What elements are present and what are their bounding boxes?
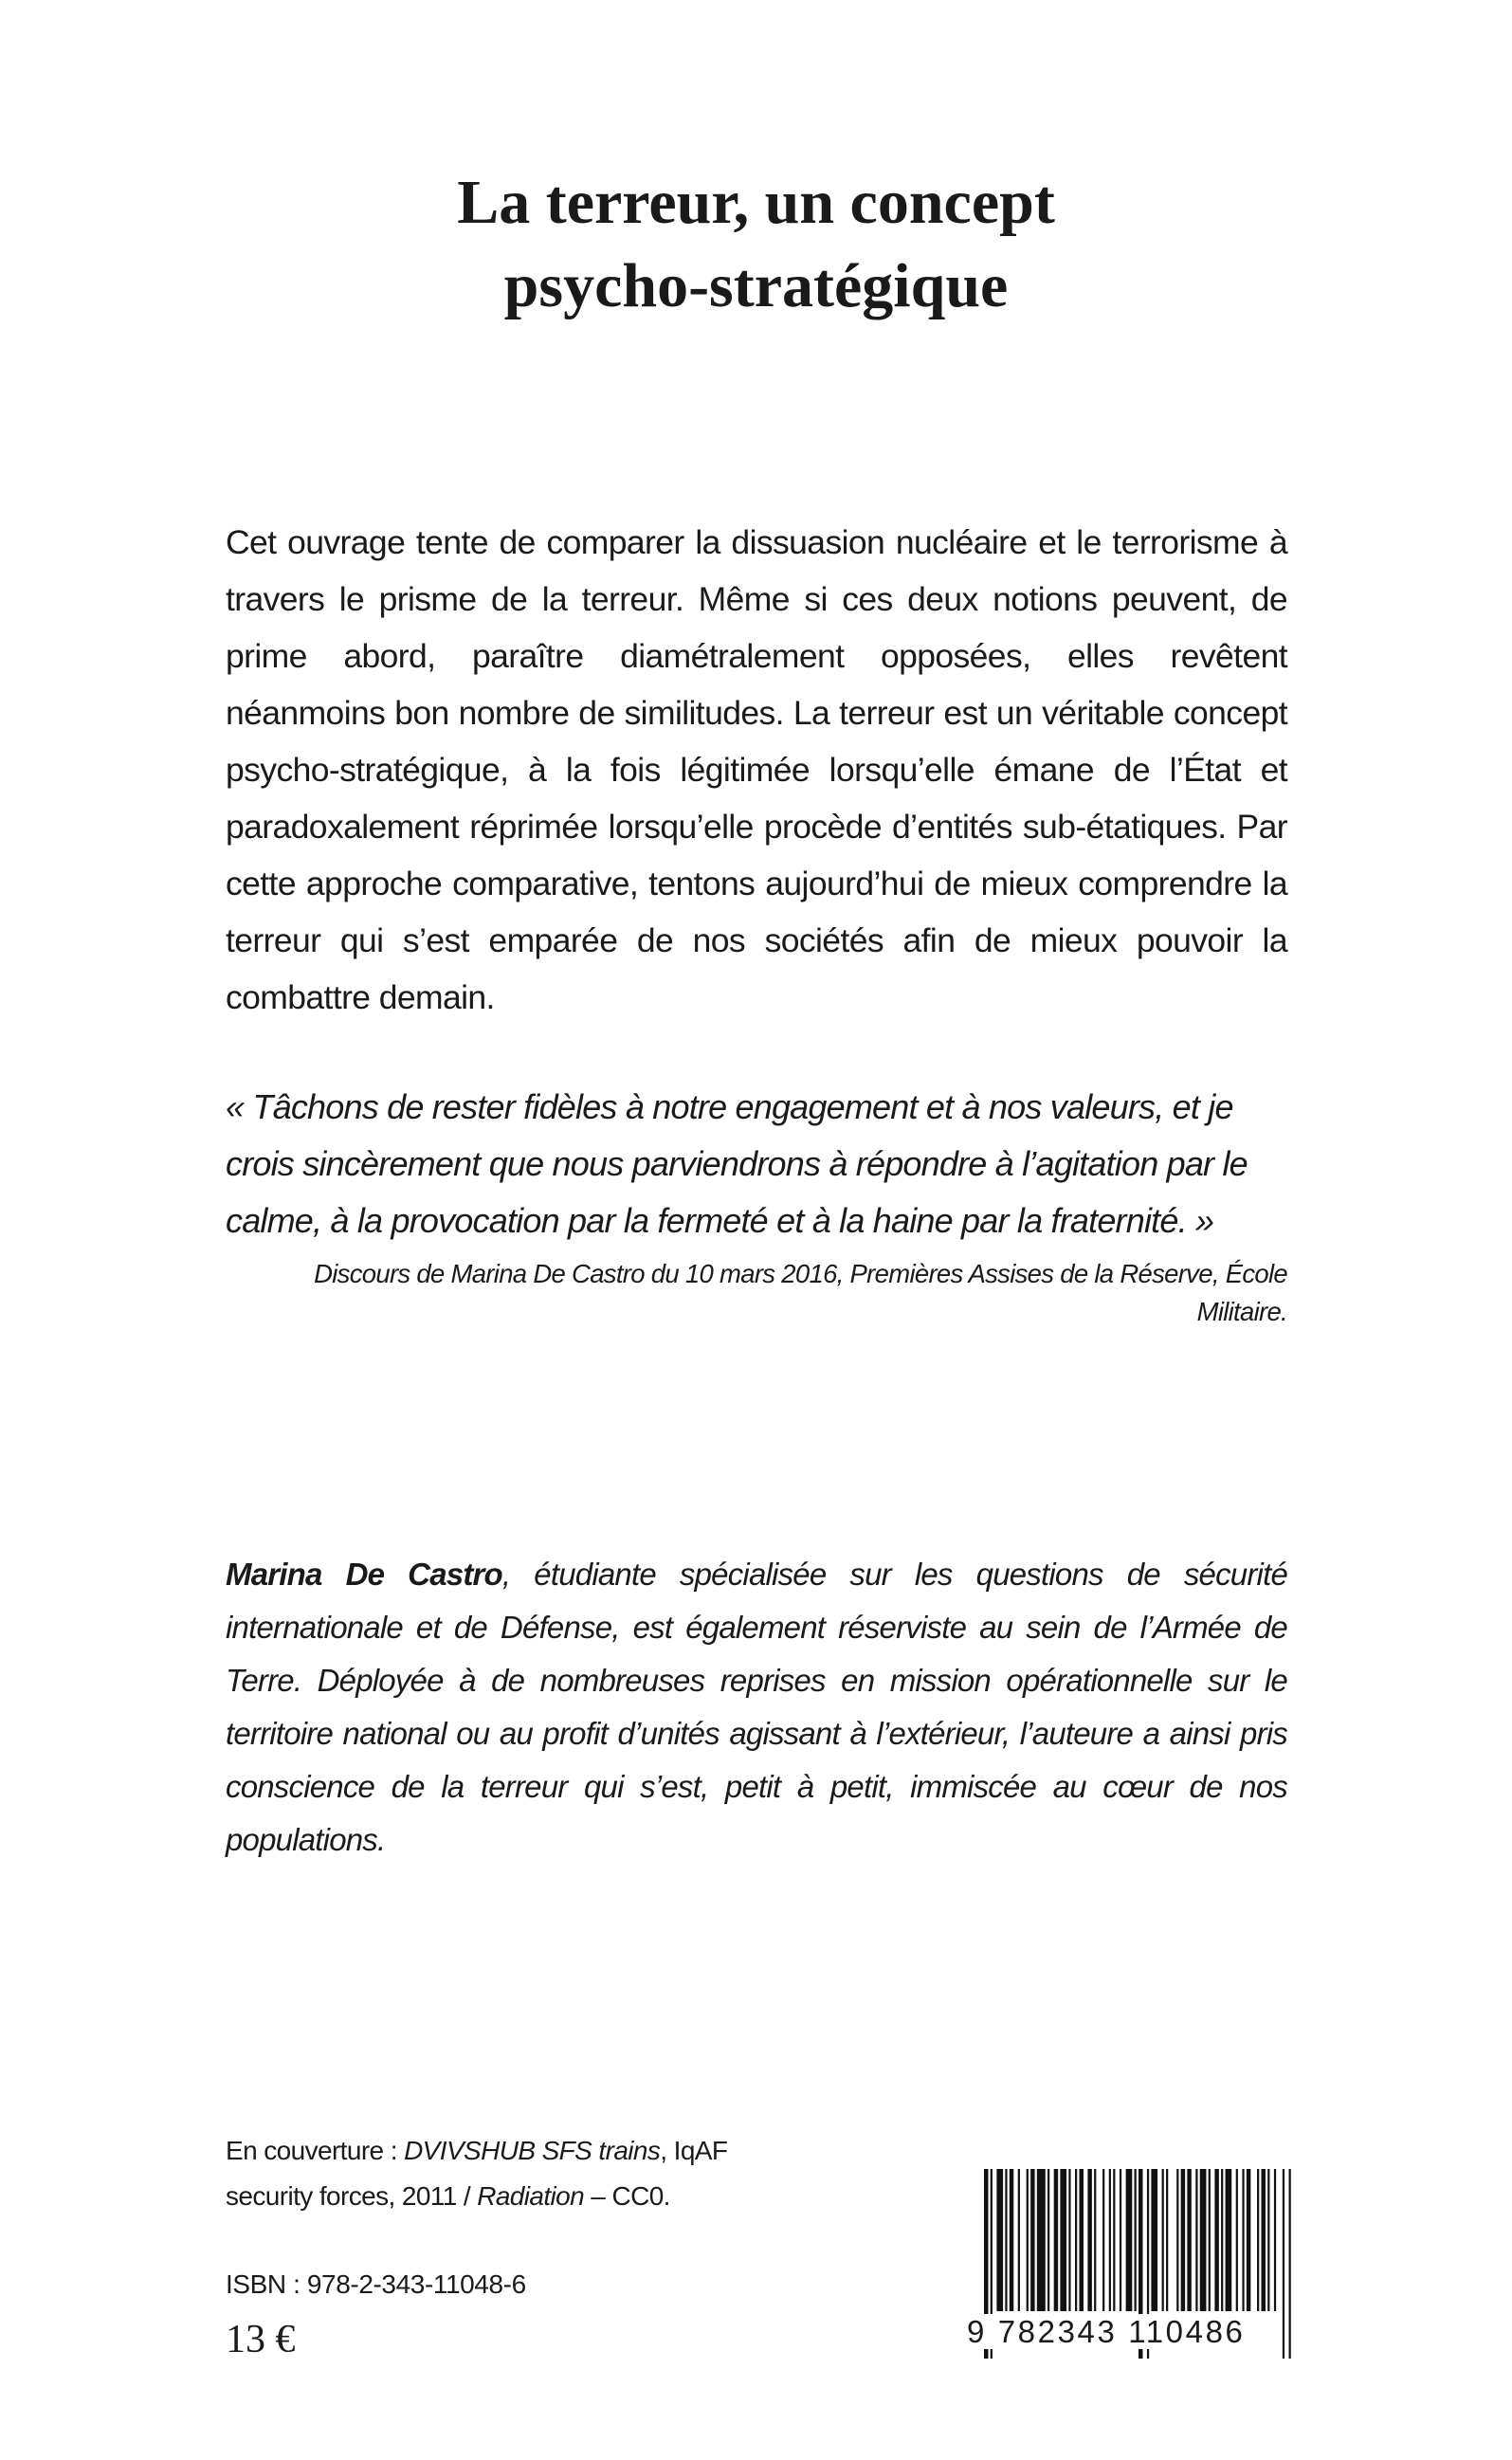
barcode-bar: [1102, 2169, 1104, 2311]
price: 13 €: [226, 2318, 296, 2361]
barcode-bar: [1274, 2169, 1276, 2311]
barcode-bar: [1209, 2169, 1211, 2311]
barcode-bar: [1060, 2169, 1066, 2311]
barcode-bar: [1162, 2169, 1164, 2311]
isbn: ISBN : 978-2-343-11048-6: [226, 2269, 526, 2299]
barcode-bar: [1135, 2169, 1137, 2311]
barcode-bar: [1257, 2169, 1259, 2311]
barcode-bar: [1242, 2169, 1244, 2311]
barcode-bar: [1054, 2169, 1058, 2311]
barcode-bar: [1109, 2169, 1111, 2311]
barcode-bar: [1267, 2169, 1269, 2311]
barcode-bar: [996, 2169, 1003, 2311]
barcode-bar: [1151, 2169, 1157, 2311]
barcode-bar: [1226, 2169, 1232, 2311]
barcode-bar: [1027, 2169, 1029, 2311]
barcode-number: 9 782343 110486: [967, 2314, 1246, 2349]
barcode-bar: [1247, 2169, 1250, 2311]
author-bio-text: , étudiante spécialisée sur les questions de sécurité internationale et de Défense, est également réserviste au sein de l’Armée de Terre. Déployée à de nombreuses reprises en mission opérationnelle sur le territoire national ou au profit d’unités agissant à l’extérieur, l’auteure a ainsi pris conscience de la terreur qui s’est, petit à petit, immiscée au cœur de nos populations.: [226, 1557, 1287, 1857]
barcode-bar: [1214, 2169, 1218, 2311]
barcode-bar: [1075, 2169, 1077, 2311]
author-bio: [226, 1548, 1287, 1867]
credits-prefix: En couverture :: [226, 2136, 405, 2165]
book-title-line-2: psycho-stratégique: [503, 251, 1009, 320]
barcode-bar: [1005, 2169, 1007, 2311]
barcode-bar: [1236, 2169, 1238, 2311]
book-title-line-1: La terreur, un concept: [457, 168, 1055, 237]
book-summary: Cet ouvrage tente de comparer la dissuasion nucléaire et le terrorisme à travers le prisme de la terreur. Même si ces deux notions peuvent, de prime abord, paraître diamétralement opposées, elles revêtent néanmoins bon nombre de similitudes. La terreur est un véritable concept psycho-stratégique, à la fois légitimée lorsqu’elle émane de l’État et paradoxalement réprimée lorsqu’elle procède d’entités sub-étatiques. Par cette approche comparative, tentons aujourd’hui de mieux comprendre la terreur qui s’est emparée de nos sociétés afin de mieux pouvoir la combattre demain.: [226, 523, 1287, 1016]
barcode-bar: [1030, 2169, 1034, 2311]
barcode-bar: [1195, 2169, 1197, 2311]
barcode-bar: [1113, 2169, 1115, 2311]
credits-source: Radiation: [477, 2181, 585, 2211]
barcode-bar: [1120, 2169, 1121, 2311]
barcode-bar: [1262, 2169, 1266, 2311]
author-name: Marina De Castro: [226, 1557, 502, 1592]
barcode-bar: [1176, 2169, 1178, 2311]
barcode-digits: [965, 2313, 1306, 2351]
barcode-bar: [1087, 2169, 1091, 2311]
book-title: [190, 161, 1322, 328]
epigraph-quote: « Tâchons de rester fidèles à notre engagement et à nos valeurs, et je crois sincèrement que nous parviendrons à répondre à l’agitation par le calme, à la provocation par la fermeté et à la haine par la fraternité. »: [226, 1087, 1248, 1240]
barcode-bar: [1200, 2169, 1207, 2311]
barcode-bar: [1068, 2169, 1070, 2311]
barcode-bar: [1126, 2169, 1133, 2311]
barcode-bar: [1010, 2169, 1013, 2311]
epigraph-source: Discours de Marina De Castro du 10 mars 2016, Premières Assises de la Réserve, École Militaire.: [314, 1259, 1287, 1326]
barcode-bar: [1094, 2169, 1096, 2311]
barcode-bar: [1181, 2169, 1185, 2311]
barcode-bar: [1018, 2169, 1020, 2311]
credits-work: DVIVSHUB SFS trains: [404, 2136, 661, 2165]
barcode-bar: [1187, 2169, 1191, 2311]
barcode-bar: [1047, 2169, 1049, 2311]
barcode-bar: [1079, 2169, 1083, 2311]
barcode-bar: [1166, 2169, 1168, 2311]
credits-suffix: – CC0.: [584, 2181, 670, 2211]
credits-middle: , IqAF security forces, 2011 /: [226, 2136, 728, 2211]
barcode-bar: [1037, 2169, 1046, 2311]
cover-credits: [226, 2128, 813, 2219]
barcode-bar: [1221, 2169, 1223, 2311]
